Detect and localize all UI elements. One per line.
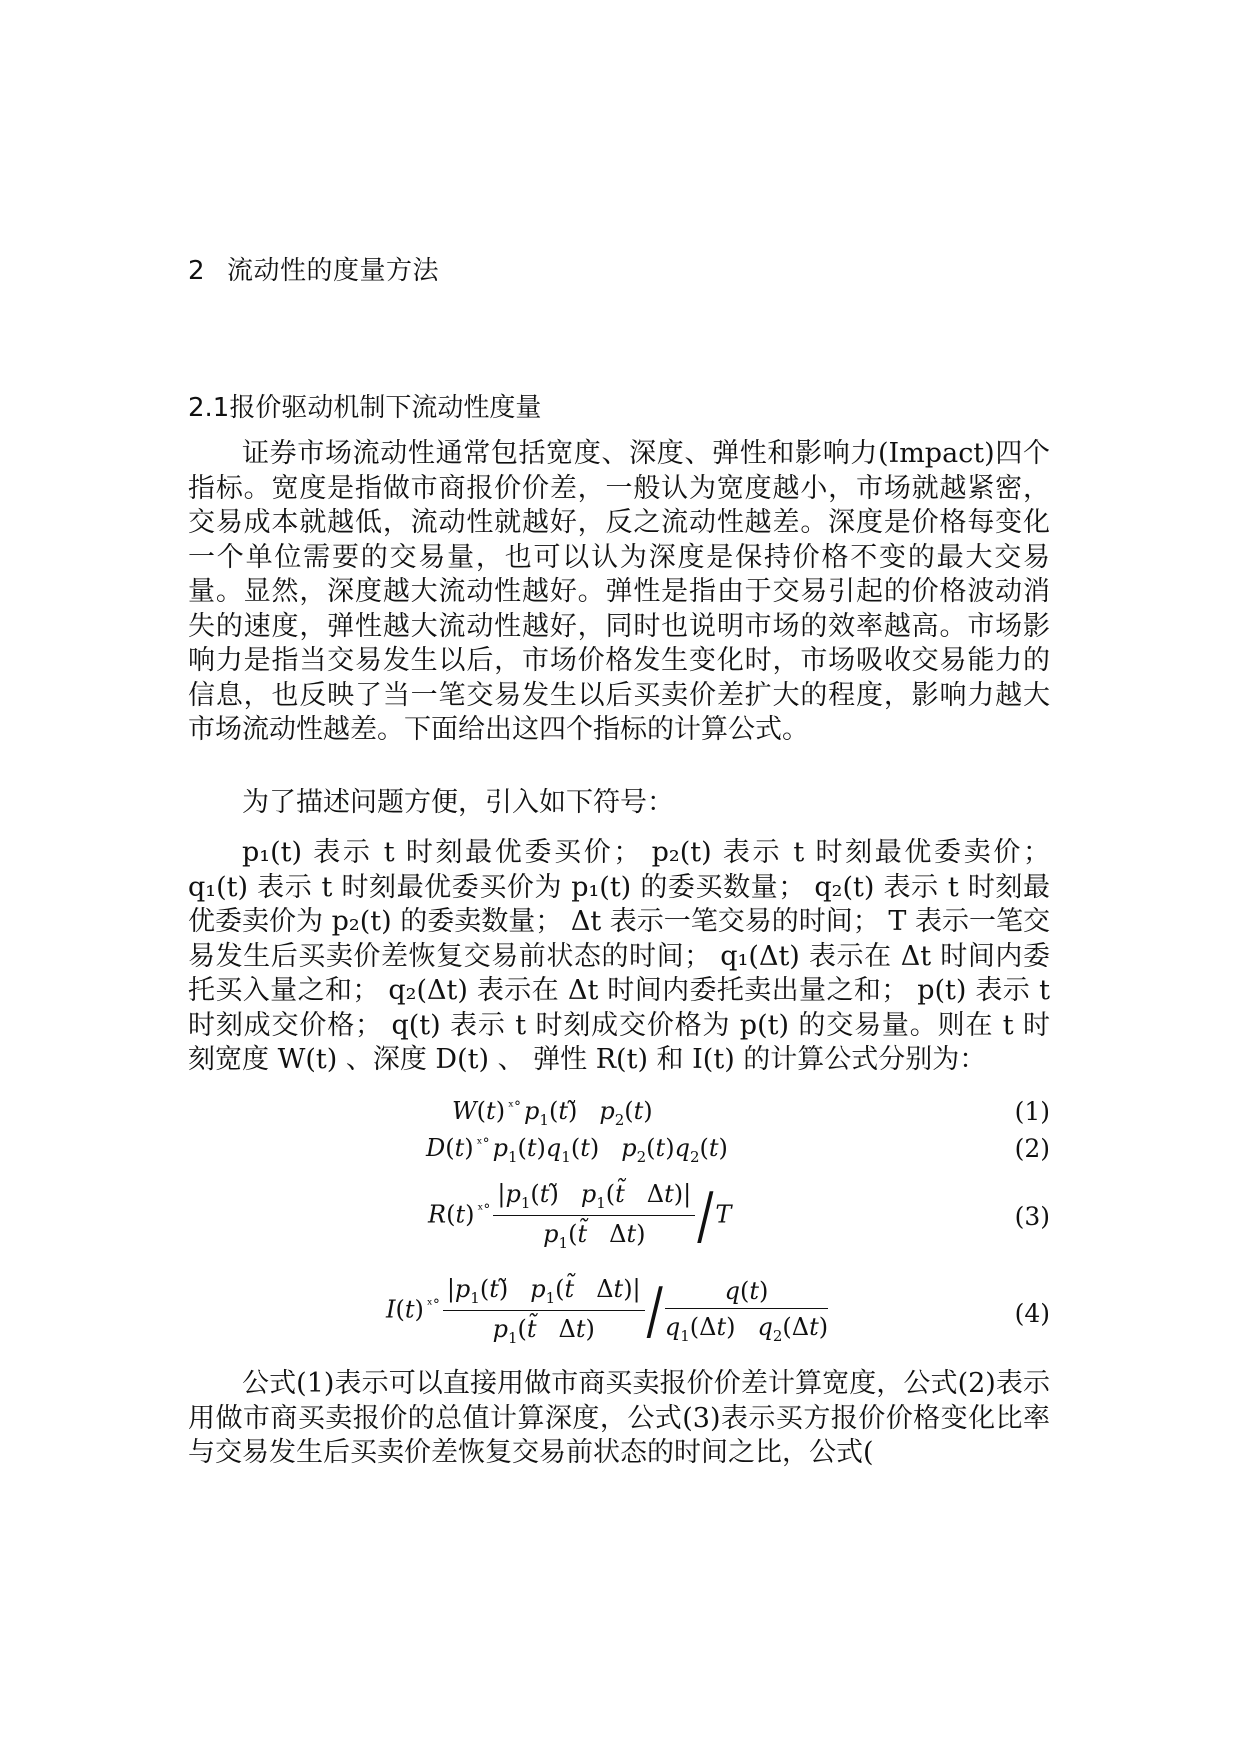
equation-4-fraction-right: $\frac{q(t)}{q_1(\Delta t) q_2(\Delta t)}$ bbox=[664, 1276, 829, 1345]
equation-1-number: (1) bbox=[1014, 1097, 1050, 1126]
equation-4-number: (4) bbox=[1014, 1299, 1050, 1328]
paragraph-symbol-definitions: p₁(t) 表示 t 时刻最优委买价； p₂(t) 表示 t 时刻最优委卖价； q₁(t) 表示 t 时刻最优委买价为 p₁(t) 的委买数量； q₂(t) 表示 t 时刻最优委卖价为 p₂(t) 的委卖数量； Δt 表示一笔交易的时间； T 表示一笔交易发生后买卖价差恢复交易前状态的时间； q₁(Δt) 表示在 Δt 时间内委托买入量之和； q₂(Δt) 表示在 Δt 时间内委托卖出量之和； p(t) 表示 t 时刻成交价格； q(t) 表示 t 时刻成交价格为 p(t) 的交易量。则在 t 时刻宽度 W(t) 、深度 D(t) 、 弹性 R(t) 和 I(t) 的计算公式分别为： bbox=[188, 837, 1050, 1075]
equation-2-expression: D(t) $^{ˣ^\circ}$ $p_1(t)q_1(t)$ $p_2(t)q_2(t)$ bbox=[426, 1134, 728, 1166]
equation-3-fraction: $\frac{|p_1(t)̃ p_1(t̃ \Delta t)|}{p_1(t̃ \Delta t)}$ bbox=[493, 1180, 695, 1252]
subsection-heading: 2.1报价驱动机制下流动性度量 bbox=[188, 393, 542, 423]
equation-3 bbox=[188, 1180, 1050, 1260]
equation-4-expression: I(t) $^{ˣ^\circ}$ $\frac{|p_1(t)̃ p_1(t̃ \Delta t)|}{p_1(t̃ \Delta t)}$ / $\frac{q(t)}{q_1(\Delta t) q_2(\Delta t)}$ bbox=[386, 1274, 829, 1348]
equation-3-number: (3) bbox=[1014, 1202, 1050, 1231]
section-number: 2 bbox=[188, 256, 206, 286]
paragraph-notation-intro: 为了描述问题方便，引入如下符号： bbox=[242, 787, 674, 818]
equation-2-number: (2) bbox=[1014, 1134, 1050, 1163]
paragraph-formula-explanation: 公式(1)表示可以直接用做市商买卖报价价差计算宽度，公式(2)表示用做市商买卖报价的总值计算深度，公式(3)表示买方报价价格变化比率与交易发生后买卖价差恢复交易前状态的时间之比，公式( bbox=[188, 1368, 1050, 1468]
equation-4 bbox=[188, 1275, 1050, 1355]
equation-3-expression: R(t) $^{ˣ^\circ}$ $\frac{|p_1(t)̃ p_1(t̃ \Delta t)|}{p_1(t̃ \Delta t)}$ /T bbox=[428, 1179, 732, 1253]
section-heading bbox=[188, 250, 439, 287]
equation-4-fraction-left: $\frac{|p_1(t)̃ p_1(t̃ \Delta t)|}{p_1(t̃ \Delta t)}$ bbox=[443, 1275, 645, 1347]
equation-1 bbox=[188, 1097, 1050, 1131]
equation-2 bbox=[188, 1134, 1050, 1168]
paragraph-liquidity-indicators: 证券市场流动性通常包括宽度、深度、弹性和影响力(Impact)四个指标。宽度是指做市商报价价差，一般认为宽度越小，市场就越紧密，交易成本就越低，流动性就越好，反之流动性越差。深度是价格每变化一个单位需要的交易量，也可以认为深度是保持价格不变的最大交易量。显然，深度越大流动性越好。弹性是指由于交易引起的价格波动消失的速度，弹性越大流动性越好，同时也说明市场的效率越高。市场影响力是指当交易发生以后，市场价格发生变化时，市场吸收交易能力的信息，也反映了当一笔交易发生以后买卖价差扩大的程度，影响力越大市场流动性越差。下面给出这四个指标的计算公式。 bbox=[188, 438, 1050, 745]
equation-1-expression: W(t) $^{ˣ^\circ}$ $p_1(t)̃$ $p_2(t)$ bbox=[452, 1097, 653, 1129]
section-title: 流动性的度量方法 bbox=[227, 256, 440, 286]
